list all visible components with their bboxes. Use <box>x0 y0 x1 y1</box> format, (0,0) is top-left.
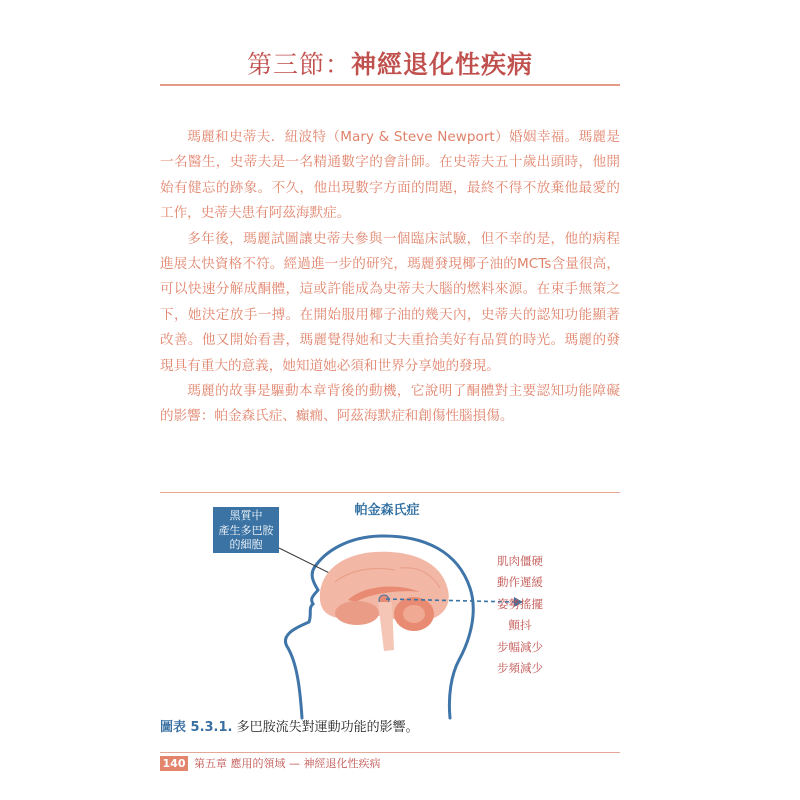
figure-caption <box>160 718 620 738</box>
running-head: 第五章 應用的領域 — 神經退化性疾病 <box>194 757 381 770</box>
section-title: 神經退化性疾病 <box>351 50 534 79</box>
brain-stem <box>378 602 394 651</box>
page-number: 140 <box>160 756 188 771</box>
caption-label: 圖表 5.3.1. <box>160 720 233 735</box>
callout-line: 產生多巴胺 <box>218 523 274 537</box>
symptom-item: 顫抖 <box>508 618 532 633</box>
symptom-item: 步幅減少 <box>497 639 543 654</box>
symptom-item: 姿勢搖擺 <box>497 596 543 611</box>
callout-line: 的細胞 <box>229 538 263 551</box>
paragraph-3: 瑪麗的故事是驅動本章背後的動機，它說明了酮體對主要認知功能障礙的影響：帕金森氏症、癲癇、阿茲海默症和創傷性腦損傷。 <box>160 383 620 425</box>
paragraph-2: 多年後，瑪麗試圖讓史蒂夫參與一個臨床試驗，但不幸的是，他的病程進展太快資格不符。經過進一步的研究，瑪麗發現椰子油的MCTs含量很高，可以快速分解成酮體，這或許能成為史蒂夫大腦的燃料來源。在束手無策之下，她決定放手一搏。在開始服用椰子油的幾天內，史蒂夫的認知功能顯著改善。他又開始看書，瑪麗覺得她和丈夫重拾美好有品質的時光。瑪麗的發現具有重大的意義，她知道她必須和世界分享她的發現。 <box>160 230 620 374</box>
caption-text: 多巴胺流失對運動功能的影響。 <box>232 720 419 735</box>
section-label: 第三節： <box>246 50 351 79</box>
callout-line: 黑質中 <box>229 509 263 522</box>
symptom-item: 步頻減少 <box>497 661 543 676</box>
symptom-item: 肌肉僵硬 <box>497 554 543 568</box>
figure-title: 帕金森氏症 <box>354 503 420 518</box>
symptom-item: 動作遲緩 <box>497 575 543 590</box>
temporal-lobe <box>335 601 379 625</box>
cerebellum-inner <box>403 605 425 623</box>
symptom-list <box>470 551 570 679</box>
paragraph-1: 瑪麗和史蒂夫．紐波特（Mary & Steve Newport）婚姻幸福。瑪麗是一名醫生，史蒂夫是一名精通數字的會計師。在史蒂夫五十歲出頭時，他開始有健忘的跡象。不久，他出現數字方面的問題，最終不得不放棄他最愛的工作，史蒂夫患有阿茲海默症。 <box>160 129 620 222</box>
callout-box <box>213 507 279 553</box>
footer-rule <box>160 752 620 753</box>
